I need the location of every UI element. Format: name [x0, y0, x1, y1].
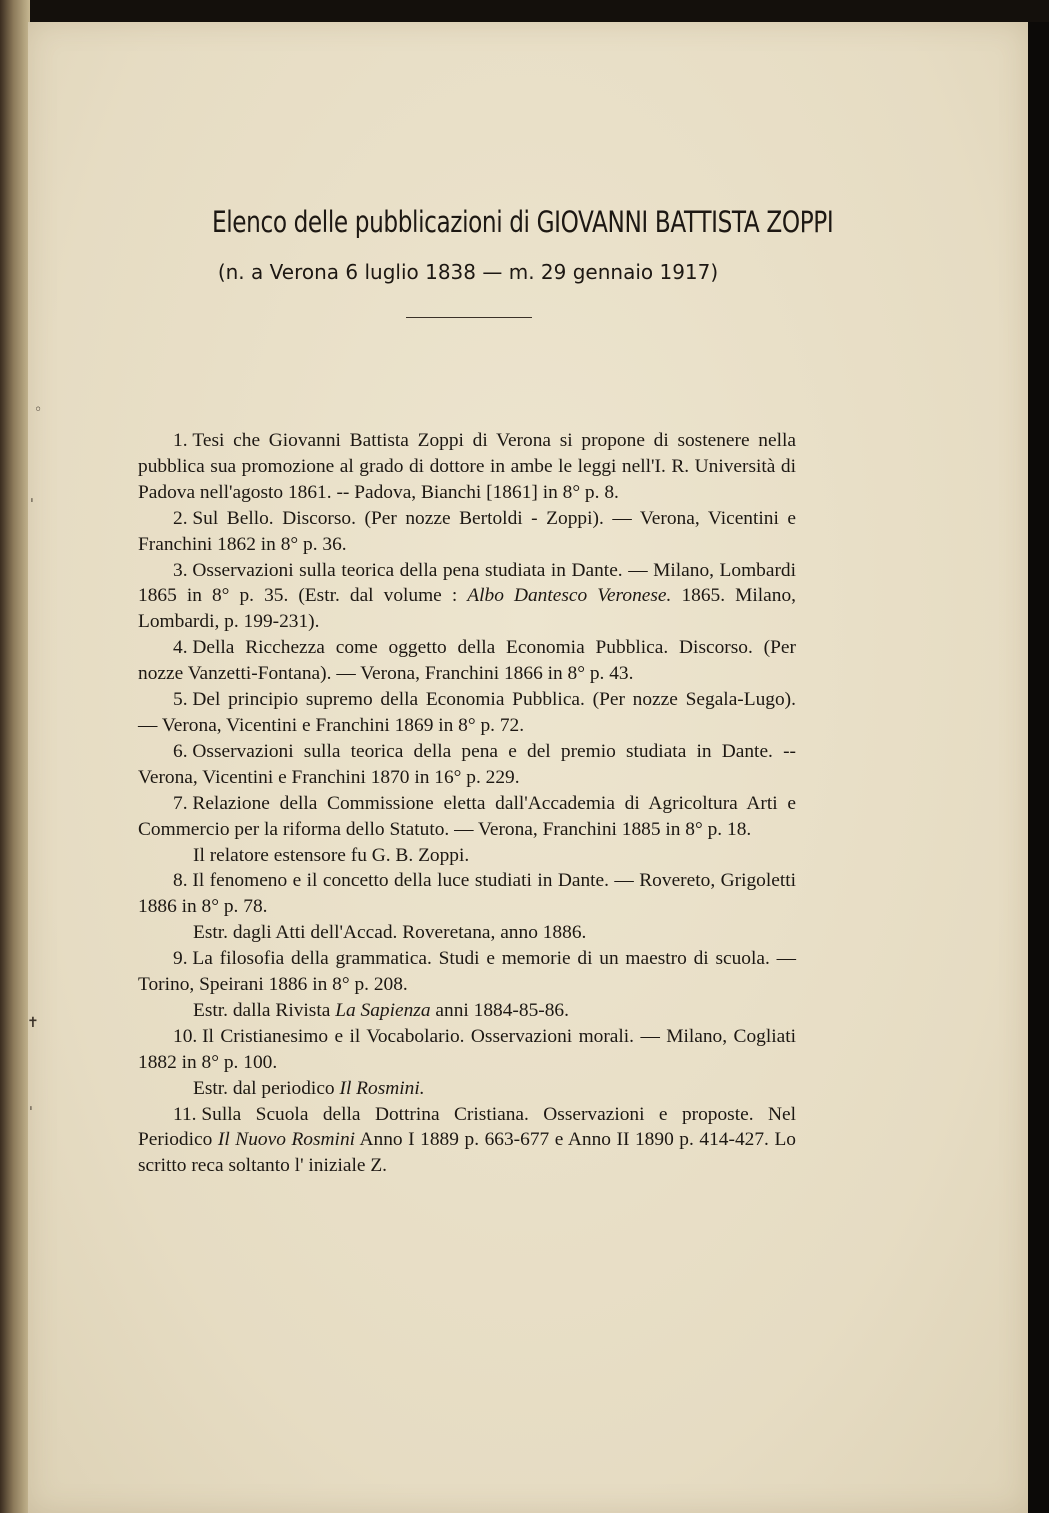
list-item	[138, 1024, 796, 1076]
item-text: Sul Bello. Discorso. (Per nozze Bertoldi - Zoppi). — Verona, Vicentini e Franchini 1862 in 8° p. 36.	[138, 507, 796, 555]
note-suffix: anni 1884-85-86.	[435, 999, 569, 1021]
item-text: Osservazioni sulla teorica della pena e del premio studiata in Dante. -- Verona, Vicentini e Franchini 1870 in 16° p. 229.	[138, 740, 796, 788]
page-gutter	[0, 0, 30, 1513]
item-italic-title: Il Nuovo Rosmini	[217, 1129, 356, 1151]
item-number: 8.	[173, 870, 188, 892]
list-item	[138, 506, 796, 558]
item-note: Estr. dagli Atti dell'Accad. Roveretana, anno 1886.	[193, 922, 587, 944]
item-note	[138, 1076, 796, 1102]
list-item	[138, 428, 796, 506]
item-number: 4.	[173, 637, 188, 659]
note-prefix: Estr. dalla Rivista	[193, 999, 331, 1021]
item-number: 11.	[173, 1103, 197, 1125]
note-prefix: Estr. dal periodico	[193, 1077, 335, 1099]
list-item	[138, 868, 796, 920]
list-item	[138, 1102, 796, 1180]
item-text: Relazione della Commissione eletta dall'Accademia di Agricoltura Arti e Commercio per la riforma dello Statuto. — Verona, Franchini 1885 in 8° p. 18.	[138, 792, 796, 840]
item-text: Del principio supremo della Economia Pubblica. (Per nozze Segala-Lugo). — Verona, Vicentini e Franchini 1869 in 8° p. 72.	[138, 689, 796, 736]
scan-border-right	[1028, 22, 1049, 1513]
item-number: 7.	[173, 792, 188, 814]
item-text: Tesi che Giovanni Battista Zoppi di Verona si propone di sostenere nella pubblica sua promozione al grado di dottore in ambe le leggi nell'I. R. Università di Padova nell'agosto 1861. -- Padova, Bianchi [1861] in 8° p. 8.	[138, 430, 796, 503]
item-text-after: Anno I 1889 p. 663-677 e Anno II 1890 p. 414-427. Lo scritto reca soltanto l' iniziale Z.	[138, 1129, 796, 1177]
item-text: Della Ricchezza come oggetto della Economia Pubblica. Discorso. (Per nozze Vanzetti-Fontana). — Verona, Franchini 1866 in 8° p. 43.	[138, 637, 796, 685]
publication-list	[138, 428, 796, 1179]
item-text: Osservazioni sulla teorica della pena studiata in Dante. — Milano, Lombardi 1865 in 8° p. 35. (Estr. dal volume :	[138, 559, 796, 607]
item-note	[138, 998, 796, 1024]
item-number: 5.	[173, 689, 188, 711]
item-number: 10.	[173, 1025, 198, 1047]
margin-mark: ˈ	[29, 1105, 33, 1121]
item-number: 3.	[173, 559, 188, 581]
note-italic-title: La Sapienza	[335, 999, 431, 1021]
item-number: 9.	[173, 948, 188, 970]
item-text-after: 1865. Milano, Lombardi, p. 199-231).	[138, 585, 796, 633]
scan-border-top	[28, 0, 1049, 22]
item-text: Sulla Scuola della Dottrina Cristiana. Osservazioni e proposte. Nel Periodico	[138, 1103, 796, 1151]
document-title: Elenco delle pubblicazioni di GIOVANNI BATTISTA ZOPPI	[212, 205, 834, 239]
item-number: 2.	[173, 507, 188, 529]
margin-mark: ✝	[27, 1015, 39, 1031]
list-item	[138, 558, 796, 636]
item-text: La filosofia della grammatica. Studi e memorie di un maestro di scuola. — Torino, Speirani 1886 in 8° p. 208.	[138, 948, 796, 996]
margin-mark: ◦	[34, 402, 43, 418]
list-item	[138, 791, 796, 843]
list-item	[138, 687, 796, 739]
item-text: Il Cristianesimo e il Vocabolario. Osservazioni morali. — Milano, Cogliati 1882 in 8° p. 100.	[138, 1025, 796, 1073]
document-subtitle: (n. a Verona 6 luglio 1838 — m. 29 gennaio 1917)	[217, 260, 719, 284]
item-text: Il fenomeno e il concetto della luce studiati in Dante. — Rovereto, Grigoletti 1886 in 8° p. 78.	[138, 870, 796, 918]
margin-mark: ˌ	[30, 488, 34, 504]
list-item	[138, 946, 796, 998]
list-item	[138, 635, 796, 687]
item-number: 1.	[173, 430, 188, 451]
item-number: 6.	[173, 740, 188, 762]
item-italic-title: Albo Dantesco Veronese.	[467, 585, 672, 607]
title-divider	[406, 317, 532, 318]
note-italic-title: Il Rosmini.	[339, 1077, 425, 1099]
list-item	[138, 739, 796, 791]
item-note: Il relatore estensore fu G. B. Zoppi.	[193, 844, 470, 866]
